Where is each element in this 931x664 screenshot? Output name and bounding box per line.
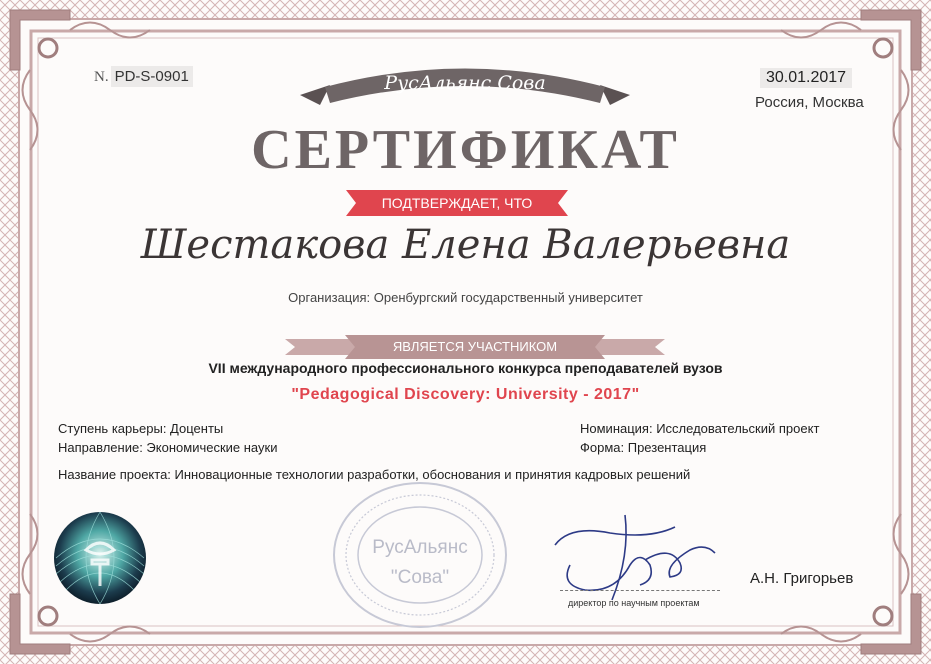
project-title: Название проекта: Инновационные технологии разработки, обоснования и принятия кадровых решений (58, 467, 691, 482)
presentation-form: Форма: Презентация (580, 440, 707, 455)
brand-text: РусАльянс Сова (384, 72, 546, 94)
signer-name: А.Н. Григорьев (750, 570, 854, 587)
contest-name: "Pedagogical Discovery: University - 2017" (291, 386, 640, 403)
recipient-name: Шестакова Елена Валерьевна (140, 222, 791, 268)
certificate-date: 30.01.2017 (760, 68, 852, 88)
certificate-title: СЕРТИФИКАТ (251, 119, 680, 181)
certificate-number (94, 68, 193, 86)
direction: Направление: Экономические науки (58, 440, 278, 455)
brand-ribbon (300, 55, 630, 115)
contest-line: VII международного профессионального конкурса преподавателей вузов (208, 360, 723, 376)
number-value: PD-S-0901 (111, 66, 193, 87)
certificate-place: Россия, Москва (755, 94, 864, 111)
confirm-text: ПОДТВЕРЖДАЕТ, ЧТО (381, 195, 533, 211)
signature-line (560, 590, 720, 591)
number-prefix: N. (94, 69, 109, 85)
signer-title: директор по научным проектам (568, 598, 700, 608)
participant-text: ЯВЛЯЕТСЯ УЧАСТНИКОМ (392, 339, 558, 354)
stamp-text-line2: "Сова" (390, 567, 450, 588)
career-level: Ступень карьеры: Доценты (58, 421, 224, 436)
hologram-seal-icon (52, 510, 148, 606)
nomination: Номинация: Исследовательский проект (580, 421, 820, 436)
organization-line: Организация: Оренбургский государственный университет (288, 290, 643, 305)
stamp-text-line1: РусАльянс (372, 537, 468, 558)
